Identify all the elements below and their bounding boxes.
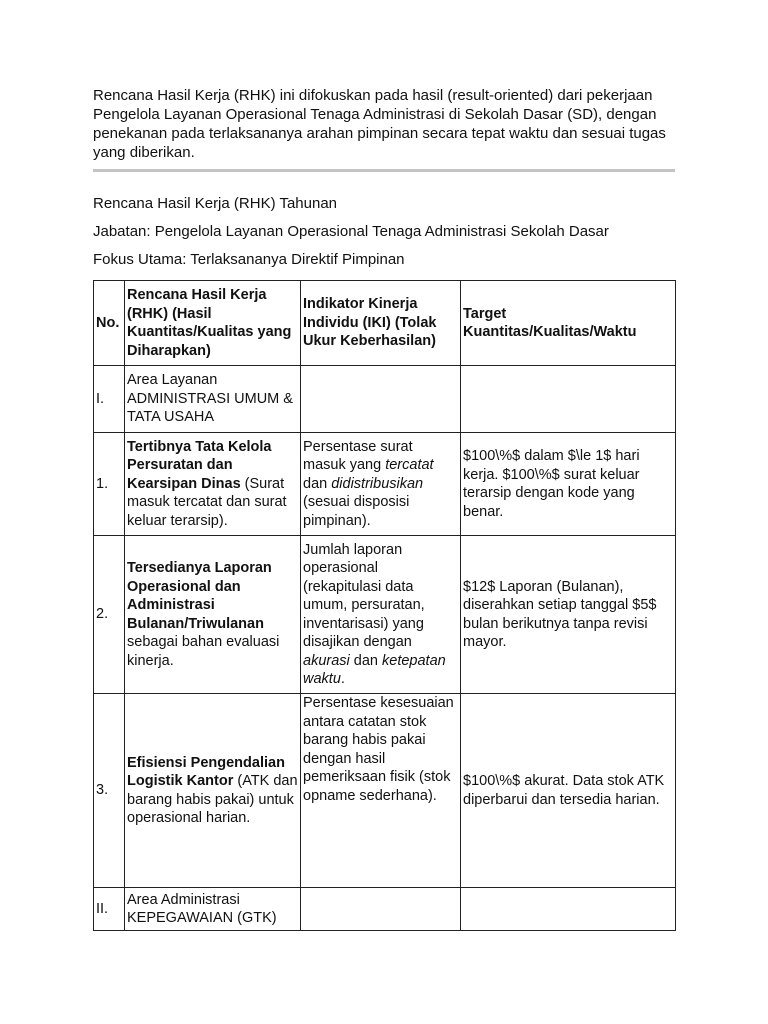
jabatan-line: Jabatan: Pengelola Layanan Operasional Tenaga Administrasi Sekolah Dasar — [93, 223, 609, 240]
row-1-rhk — [125, 433, 301, 536]
header-target: Target Kuantitas/Kualitas/Waktu — [461, 281, 676, 366]
row-1-iki-italic-b: tercatat — [385, 457, 434, 474]
row-1-iki-text-a: Persentase surat masuk yang — [303, 438, 413, 474]
area-2-number: II. — [94, 888, 125, 931]
table-row — [94, 536, 676, 694]
area-2-target-empty — [461, 888, 676, 931]
row-3-number: 3. — [94, 694, 125, 888]
row-2-iki-text-e: . — [340, 671, 345, 687]
row-1-target: $100\%$ dalam $\le 1$ hari kerja. $100\%$ surat keluar terarsip dengan kode yang benar. — [461, 433, 676, 536]
row-1-rhk-title: Tertibnya Tata Kelola Persuratan dan Kearsipan Dinas — [127, 438, 272, 492]
header-rhk: Rencana Hasil Kerja (RHK) (Hasil Kuantitas/Kualitas yang Diharapkan) — [125, 281, 301, 366]
area-1-iki-empty — [301, 366, 461, 433]
intro-paragraph: Rencana Hasil Kerja (RHK) ini difokuskan pada hasil (result-oriented) dari pekerjaan Pengelola Layanan Operasional Tenaga Administrasi di Sekolah Dasar (SD), dengan penekanan pada terlaksananya arahan pimpinan secara tepat waktu dan sesuai tugas yang diberikan. — [93, 87, 666, 161]
row-2-rhk-title: Tersedianya Laporan Operasional dan Administrasi Bulanan/Triwulanan — [127, 560, 272, 632]
row-2-iki-text-a: Jumlah laporan operasional (rekapitulasi data umum, persuratan, inventarisasi) yang disajikan dengan — [303, 541, 425, 650]
row-1-iki — [301, 433, 461, 536]
area-row-2 — [94, 888, 676, 931]
row-1-iki-italic-d: didistribusikan — [331, 475, 424, 492]
area-row-1 — [94, 366, 676, 433]
row-3-rhk — [125, 694, 301, 888]
row-3-iki: Persentase kesesuaian antara catatan stok barang habis pakai dengan hasil pemeriksaan fisik (stok opname sederhana). — [301, 694, 461, 888]
document-heading: Rencana Hasil Kerja (RHK) Tahunan — [93, 195, 338, 212]
row-2-iki-text-c: dan — [349, 652, 382, 669]
document-page — [93, 86, 675, 269]
area-2-label: Area Administrasi KEPEGAWAIAN (GTK) — [125, 888, 301, 931]
area-1-label: Area Layanan ADMINISTRASI UMUM & TATA USAHA — [125, 366, 301, 433]
row-3-target: $100\%$ akurat. Data stok ATK diperbarui dan tersedia harian. — [461, 694, 676, 888]
horizontal-divider — [93, 169, 675, 172]
row-1-iki-text-c: dan — [303, 475, 332, 492]
fokus-line: Fokus Utama: Terlaksananya Direktif Pimpinan — [93, 251, 405, 268]
row-2-rhk-detail: sebagai bahan evaluasi kinerja. — [127, 634, 280, 669]
header-iki: Indikator Kinerja Individu (IKI) (Tolak Ukur Keberhasilan) — [301, 281, 461, 366]
table-header-row — [94, 281, 676, 366]
row-2-iki-italic-d: ketepatan waktu — [303, 652, 446, 687]
table-row — [94, 694, 676, 888]
area-2-iki-empty — [301, 888, 461, 931]
row-2-number: 2. — [94, 536, 125, 694]
row-3-rhk-detail: (ATK dan barang habis pakai) untuk operasional harian. — [127, 773, 298, 826]
header-no: No. — [94, 281, 125, 366]
row-2-iki-italic-b: akurasi — [303, 652, 350, 669]
row-2-target: $12$ Laporan (Bulanan), diserahkan setiap tanggal $5$ bulan berikutnya tanpa revisi mayor. — [461, 536, 676, 694]
row-2-iki — [301, 536, 461, 694]
rhk-table — [93, 280, 676, 931]
table-row — [94, 433, 676, 536]
area-1-target-empty — [461, 366, 676, 433]
area-1-number: I. — [94, 366, 125, 433]
row-2-rhk — [125, 536, 301, 694]
row-1-iki-text-e: (sesuai disposisi pimpinan). — [303, 494, 410, 529]
row-1-number: 1. — [94, 433, 125, 536]
row-1-rhk-detail: (Surat masuk tercatat dan surat keluar terarsip). — [127, 475, 287, 529]
row-3-rhk-title: Efisiensi Pengendalian Logistik Kantor — [127, 754, 285, 789]
